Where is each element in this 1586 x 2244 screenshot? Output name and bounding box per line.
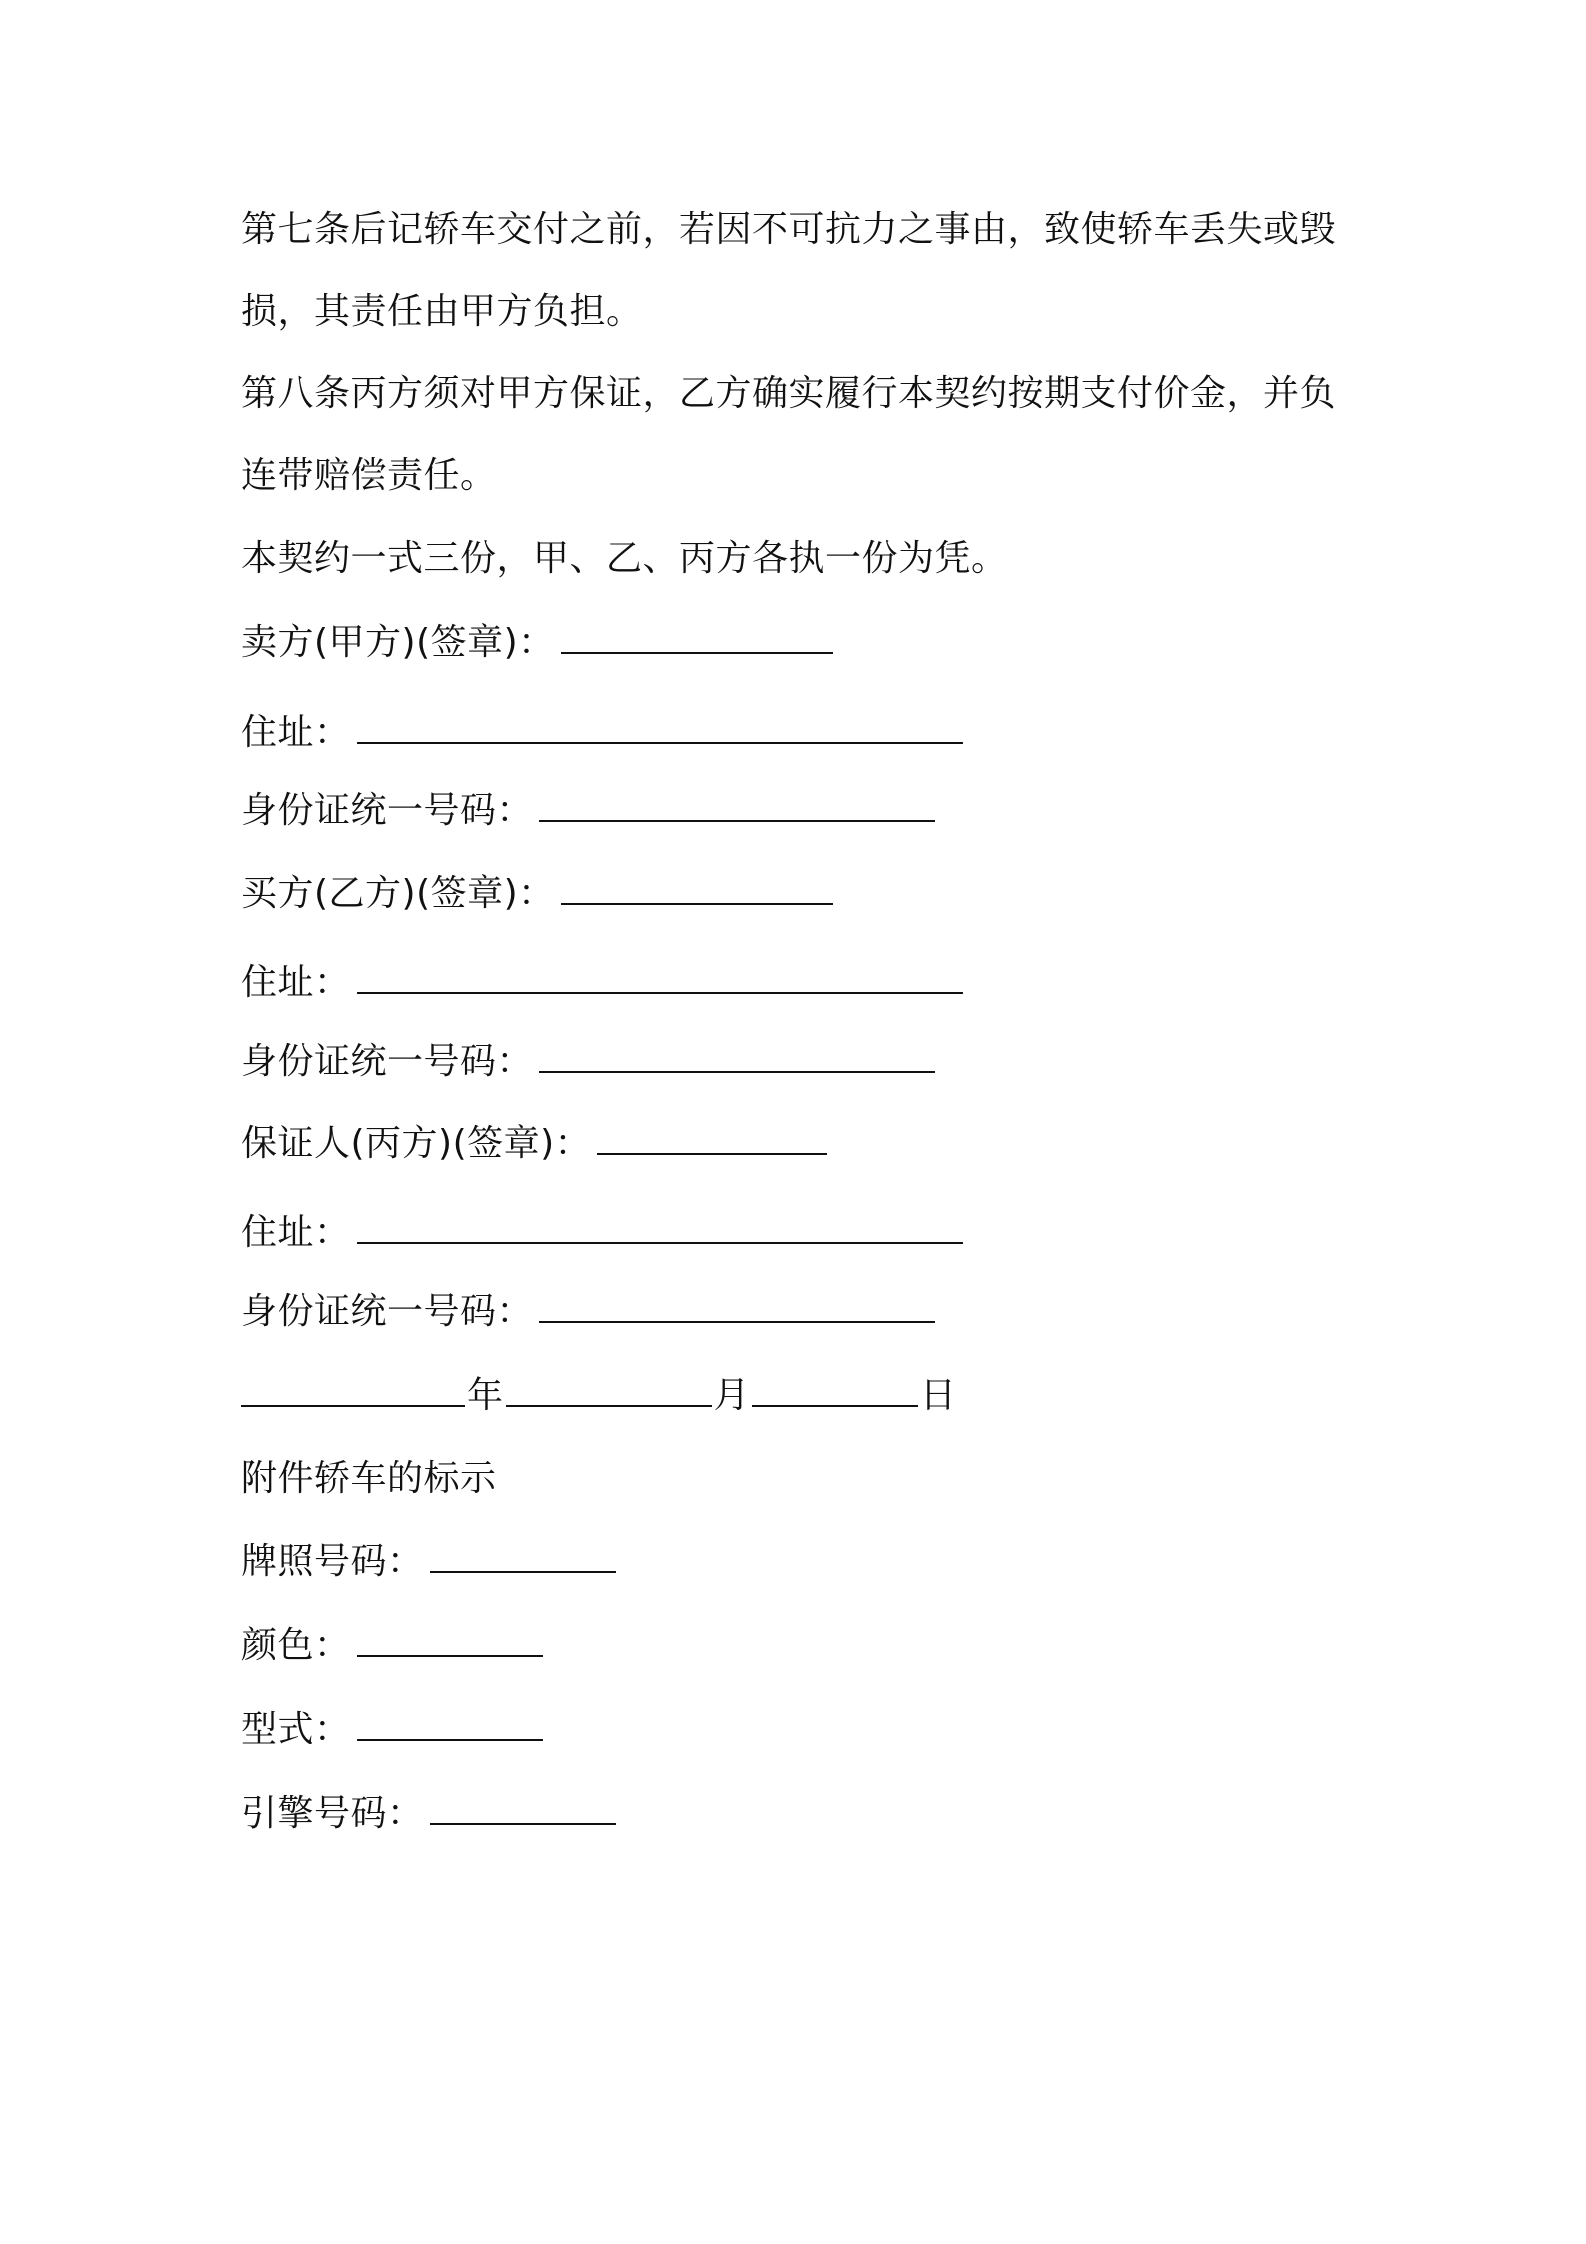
color-blank[interactable]: [357, 1625, 543, 1657]
model-label: 型式：: [241, 1709, 351, 1750]
article-8-line-2: 连带赔偿责任。: [241, 455, 497, 496]
buyer-id-label: 身份证统一号码：: [241, 1041, 534, 1082]
buyer-signature-label: 买方(乙方)(签章)：: [241, 873, 555, 914]
appendix-title: 附件轿车的标示: [241, 1458, 497, 1499]
model-blank[interactable]: [357, 1709, 543, 1741]
color-row: [241, 1624, 543, 1668]
color-label: 颜色：: [241, 1625, 351, 1666]
model-row: [241, 1708, 543, 1752]
engine-number-label: 引擎号码：: [241, 1793, 424, 1834]
buyer-id-blank[interactable]: [539, 1041, 935, 1073]
buyer-address-label: 住址：: [241, 962, 351, 1003]
year-label: 年: [467, 1375, 504, 1416]
month-blank[interactable]: [506, 1375, 712, 1407]
guarantor-signature-blank[interactable]: [597, 1123, 827, 1155]
copies-statement: 本契约一式三份，甲、乙、丙方各执一份为凭。: [241, 538, 1008, 579]
plate-number-blank[interactable]: [430, 1541, 616, 1573]
plate-number-row: [241, 1540, 616, 1584]
seller-id-label: 身份证统一号码：: [241, 790, 534, 831]
guarantor-address-blank[interactable]: [357, 1212, 963, 1244]
buyer-address-blank[interactable]: [357, 962, 963, 994]
seller-signature-label: 卖方(甲方)(签章)：: [241, 622, 555, 663]
month-label: 月: [713, 1375, 751, 1416]
guarantor-address-label: 住址：: [241, 1212, 351, 1253]
year-blank[interactable]: [241, 1375, 465, 1407]
buyer-signature-row: [241, 872, 833, 916]
engine-number-row: [241, 1792, 616, 1836]
seller-id-row: [241, 789, 935, 833]
guarantor-signature-row: [241, 1122, 827, 1166]
guarantor-id-row: [241, 1290, 935, 1334]
buyer-id-row: [241, 1040, 935, 1084]
seller-address-row: [241, 711, 963, 755]
date-row: [241, 1374, 957, 1418]
day-label: 日: [920, 1375, 957, 1416]
buyer-signature-blank[interactable]: [561, 873, 833, 905]
day-blank[interactable]: [752, 1375, 918, 1407]
article-8-line-1: 第八条丙方须对甲方保证，乙方确实履行本契约按期支付价金，并负: [241, 373, 1337, 414]
article-7-line-1: 第七条后记轿车交付之前，若因不可抗力之事由，致使轿车丢失或毁: [241, 209, 1337, 250]
seller-id-blank[interactable]: [539, 790, 935, 822]
guarantor-id-blank[interactable]: [539, 1291, 935, 1323]
seller-address-blank[interactable]: [357, 712, 963, 744]
seller-address-label: 住址：: [241, 712, 351, 753]
guarantor-signature-label: 保证人(丙方)(签章)：: [241, 1123, 592, 1164]
plate-number-label: 牌照号码：: [241, 1541, 424, 1582]
guarantor-address-row: [241, 1211, 963, 1255]
buyer-address-row: [241, 961, 963, 1005]
guarantor-id-label: 身份证统一号码：: [241, 1291, 534, 1332]
seller-signature-blank[interactable]: [561, 622, 833, 654]
article-7-line-2: 损，其责任由甲方负担。: [241, 291, 643, 332]
engine-number-blank[interactable]: [430, 1793, 616, 1825]
seller-signature-row: [241, 621, 833, 665]
